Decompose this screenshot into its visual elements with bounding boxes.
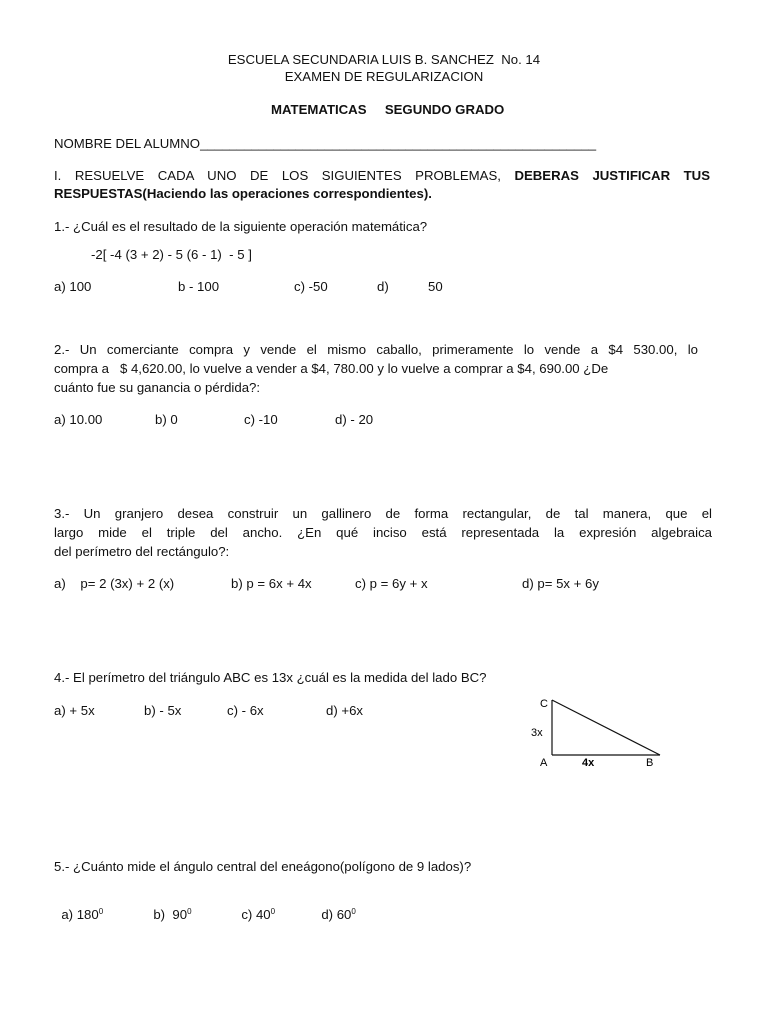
question-3-text-line-2: largo mide el triple del ancho. ¿En qué inciso está representada la expresión algebraica — [54, 525, 712, 540]
instructions-emphasis: DEBERAS JUSTIFICAR TUS — [514, 168, 711, 183]
triangle-abc-diagram — [526, 694, 676, 774]
question-3-text-line-3: del perímetro del rectángulo?: — [54, 544, 230, 559]
question-4-option-b: b) - 5x — [144, 703, 182, 718]
question-3-option-c: c) p = 6y + x — [355, 576, 428, 591]
question-3-option-b: b) p = 6x + 4x — [231, 576, 312, 591]
student-name-field: NOMBRE DEL ALUMNO______________________________________________________ — [54, 136, 597, 151]
triangle-abc-figure — [526, 694, 676, 777]
question-5-option-a — [54, 891, 103, 923]
question-2-text-line-3: cuánto fue su ganancia o pérdida?: — [54, 380, 261, 395]
school-name: ESCUELA SECUNDARIA LUIS B. SANCHEZ No. 14 — [227, 52, 541, 67]
question-1-option-a: a) 100 — [54, 279, 92, 294]
question-5-text: 5.- ¿Cuánto mide el ángulo central del eneágono(polígono de 9 lados)? — [54, 859, 472, 874]
instructions-line-2: RESPUESTAS(Haciendo las operaciones correspondientes). — [54, 186, 432, 201]
question-3-text-line-1: 3.- Un granjero desea construir un gallinero de forma rectangular, de tal manera, que el — [54, 506, 712, 521]
question-4-text: 4.- El perímetro del triángulo ABC es 13x ¿cuál es la medida del lado BC? — [54, 670, 487, 685]
question-2-option-a: a) 10.00 — [54, 412, 103, 427]
question-5-option-c-value: c) 40 — [241, 907, 271, 922]
subject-grade — [0, 86, 768, 118]
question-2-text-line-1: 2.- Un comerciante compra y vende el mismo caballo, primeramente lo vende a $4 530.00, lo — [54, 342, 698, 357]
question-4-option-d: d) +6x — [326, 703, 364, 718]
question-2-option-b: b) 0 — [155, 412, 178, 427]
degree-symbol: 0 — [270, 907, 276, 916]
question-5-option-a-value: a) 180 — [61, 907, 99, 922]
triangle-vertex-a: A — [540, 757, 548, 769]
question-1-text: 1.- ¿Cuál es el resultado de la siguiente operación matemática? — [54, 219, 428, 234]
question-3-option-d: d) p= 5x + 6y — [522, 576, 599, 591]
triangle-vertex-b: B — [646, 757, 654, 769]
instructions-text: I. RESUELVE CADA UNO DE LOS SIGUIENTES PROBLEMAS, — [54, 168, 515, 183]
exam-title: EXAMEN DE REGULARIZACION — [284, 69, 484, 84]
question-1-option-d-value: 50 — [428, 279, 443, 294]
question-5-option-b-value: b) 90 — [153, 907, 188, 922]
degree-symbol: 0 — [187, 907, 192, 916]
question-2-option-c: c) -10 — [244, 412, 278, 427]
degree-symbol: 0 — [351, 907, 356, 916]
question-5-option-d-value: d) 60 — [321, 907, 352, 922]
question-5-option-b — [146, 891, 192, 923]
triangle-side-ab-label: 4x — [582, 757, 595, 769]
question-4-option-a: a) + 5x — [54, 703, 95, 718]
question-5-option-c — [234, 891, 275, 923]
grade: SEGUNDO GRADO — [384, 102, 505, 117]
question-4-option-c: c) - 6x — [227, 703, 264, 718]
question-1-option-c: c) -50 — [294, 279, 328, 294]
question-3-option-a: a) p= 2 (3x) + 2 (x) — [54, 576, 175, 591]
triangle-side-ac-label: 3x — [531, 727, 543, 739]
triangle-vertex-c: C — [540, 698, 548, 710]
triangle-side-bc — [552, 700, 660, 755]
question-1-expression: -2[ -4 (3 + 2) - 5 (6 - 1) - 5 ] — [91, 247, 252, 262]
question-2-option-d: d) - 20 — [335, 412, 374, 427]
question-2-text-line-2: compra a $ 4,620.00, lo vuelve a vender a $4, 780.00 y lo vuelve a comprar a $4, 690.00 ¿De — [54, 361, 609, 376]
question-1-option-d: d) — [377, 279, 389, 294]
question-5-option-d — [314, 891, 356, 923]
instructions-line-1 — [54, 168, 710, 184]
question-1-option-b: b - 100 — [178, 279, 220, 294]
subject: MATEMATICAS — [271, 102, 367, 117]
degree-symbol: 0 — [98, 907, 104, 916]
